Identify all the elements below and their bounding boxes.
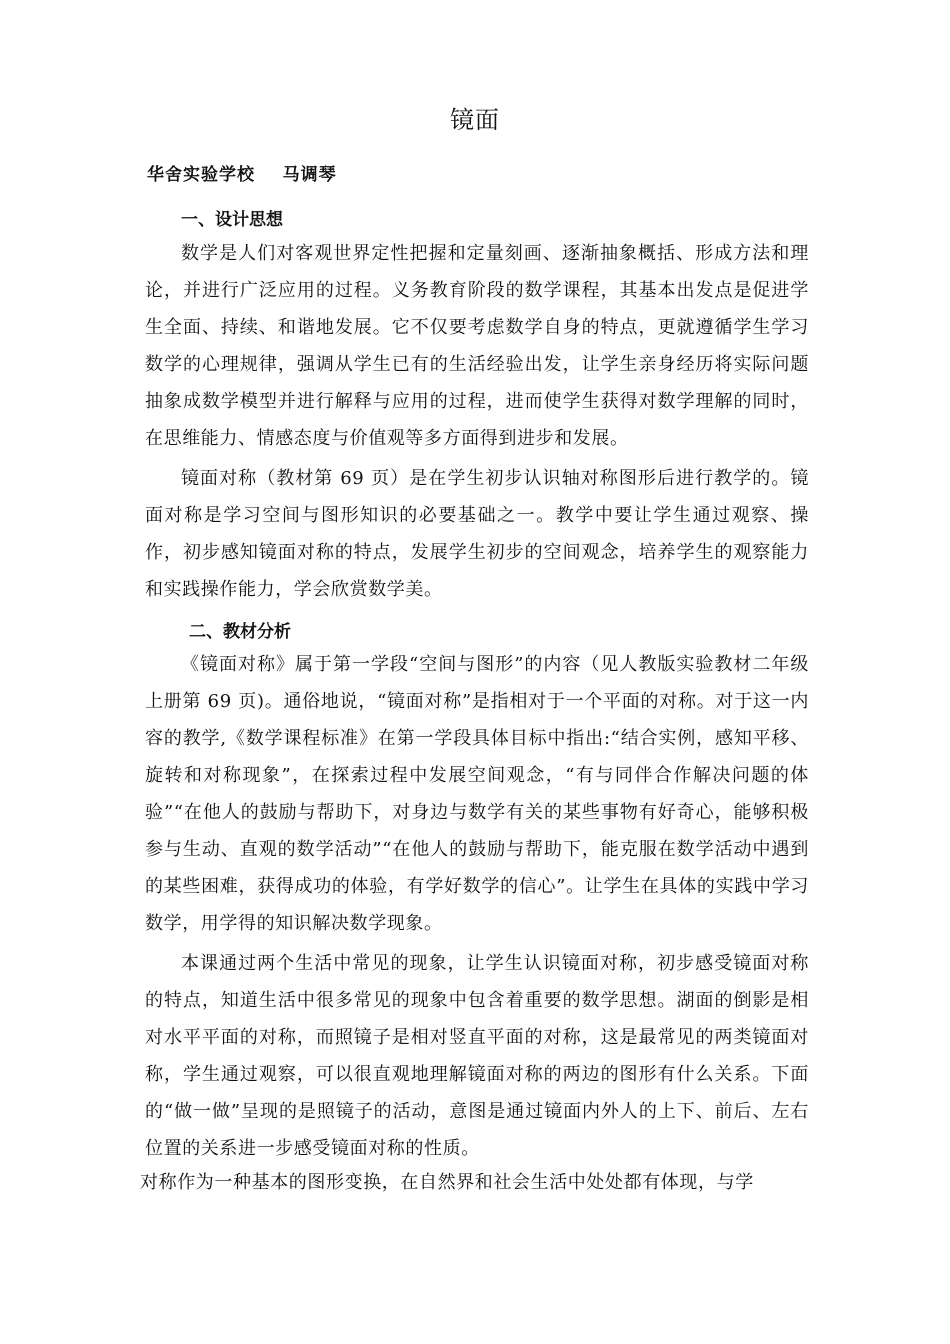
paragraph: 本课通过两个生活中常见的现象，让学生认识镜面对称，初步感受镜面对称的特点，知道生活中很多常见的现象中包含着重要的数学思想。湖面的倒影是相对水平平面的对称，而照镜子是相对竖直平面的对称，这是最常见的两类镜面对称，学生通过观察，可以很直观地理解镜面对称的两边的图形有什么关系。下面的“做一做”呈现的是照镜子的活动，意图是通过镜面内外人的上下、前后、左右位置的关系进一步感受镜面对称的性质。 bbox=[145, 953, 809, 1159]
document-title: 镜面 bbox=[450, 106, 500, 134]
paragraph: 数学是人们对客观世界定性把握和定量刻画、逐渐抽象概括、形成方法和理论，并进行广泛应用的过程。义务教育阶段的数学课程，其基本出发点是促进学生全面、持续、和谐地发展。它不仅要考虑数学自身的特点，更就遵循学生学习数学的心理规律，强调从学生已有的生活经验出发，让学生亲身经历将实际问题抽象成数学模型并进行解释与应用的过程，进而使学生获得对数学理解的同时，在思维能力、情感态度与价值观等多方面得到进步和发展。 bbox=[145, 243, 809, 449]
author-line: 华舍实验学校 马调琴 bbox=[147, 165, 337, 185]
paragraph: 镜面对称（教材第 69 页）是在学生初步认识轴对称图形后进行教学的。镜面对称是学习空间与图形知识的必要基础之一。教学中要让学生通过观察、操作，初步感知镜面对称的特点，发展学生初步的空间观念，培养学生的观察能力和实践操作能力，学会欣赏数学美。 bbox=[145, 468, 809, 600]
paragraph-continued: 对称作为一种基本的图形变换，在自然界和社会生活中处处都有体现，与学 bbox=[140, 1172, 754, 1193]
section-heading-textbook-analysis: 二、教材分析 bbox=[189, 622, 291, 642]
paragraph: 《镜面对称》属于第一学段“空间与图形”的内容（见人教版实验教材二年级上册第 69 页)。通俗地说，“镜面对称”是指相对于一个平面的对称。对于这一内容的教学,《数学课程标准》在第一学段具体目标中指出:“结合实例，感知平移、旋转和对称现象”，在探索过程中发展空间观念，“有与同伴合作解决问题的体验”“在他人的鼓励与帮助下，对身边与数学有关的某些事物有好奇心，能够积极参与生动、直观的数学活动”“在他人的鼓励与帮助下，能克服在数学活动中遇到的某些困难，获得成功的体验，有学好数学的信心”。让学生在具体的实践中学习数学，用学得的知识解决数学现象。 bbox=[145, 654, 809, 934]
section-heading-design-idea: 一、设计思想 bbox=[181, 210, 283, 230]
